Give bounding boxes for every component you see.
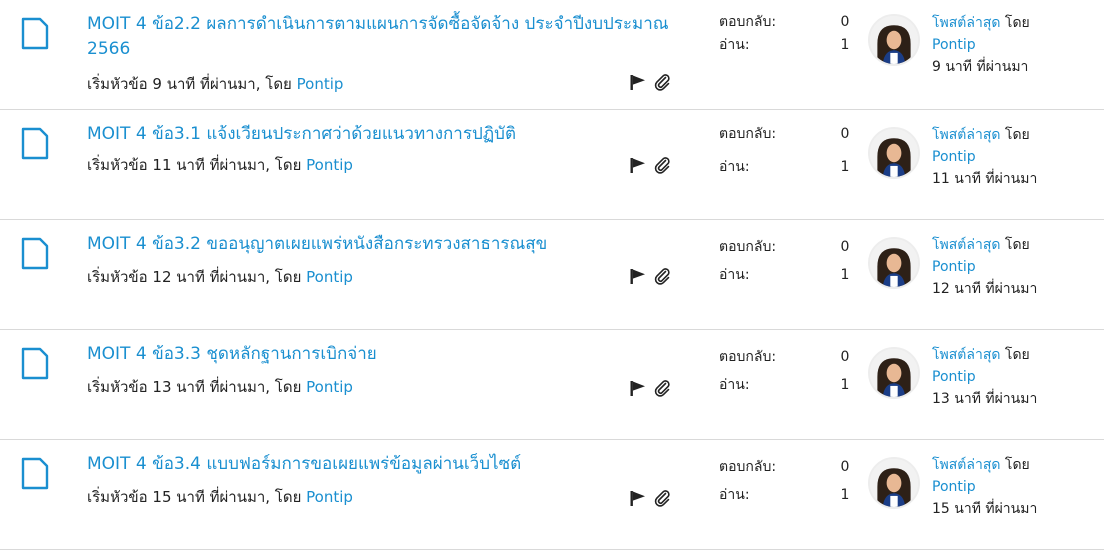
topic-meta: [87, 486, 353, 508]
last-post-info: [932, 234, 1102, 300]
paperclip-icon: [654, 380, 671, 397]
topic-started-text: เริ่มหัวข้อ 9 นาที ที่ผ่านมา, โดย: [87, 75, 292, 93]
last-post-link[interactable]: โพสต์ล่าสุด: [932, 237, 1001, 253]
topic-row: [0, 0, 1104, 110]
replies-count: 0: [840, 126, 850, 142]
topic-meta: [87, 154, 353, 176]
topic-author-link[interactable]: Pontip: [306, 378, 353, 396]
topic-title-link[interactable]: MOIT 4 ข้อ3.1 แจ้งเวียนประกาศว่าด้วยแนวทางการปฏิบัติ: [87, 124, 517, 144]
last-post-by-label: โดย: [1004, 237, 1030, 253]
last-post-time: 9 นาที ที่ผ่านมา: [932, 59, 1029, 75]
replies-label: ตอบกลับ:: [719, 349, 777, 365]
replies-count: 0: [840, 459, 850, 475]
topic-started-text: เริ่มหัวข้อ 15 นาที ที่ผ่านมา, โดย: [87, 488, 302, 506]
topic-title-link[interactable]: MOIT 4 ข้อ3.3 ชุดหลักฐานการเบิกจ่าย: [87, 344, 377, 364]
topic-author-link[interactable]: Pontip: [306, 268, 353, 286]
topic-row: [0, 110, 1104, 220]
topic-row: [0, 440, 1104, 550]
avatar[interactable]: [868, 457, 920, 509]
reads-count: 1: [840, 37, 850, 53]
flag-icon: [629, 490, 646, 507]
reads-count: 1: [840, 267, 850, 283]
last-post-info: [932, 454, 1102, 520]
replies-count: 0: [840, 14, 850, 30]
document-icon[interactable]: [21, 127, 49, 160]
topic-started-text: เริ่มหัวข้อ 11 นาที ที่ผ่านมา, โดย: [87, 156, 302, 174]
last-post-link[interactable]: โพสต์ล่าสุด: [932, 457, 1001, 473]
reads-count: 1: [840, 159, 850, 175]
avatar[interactable]: [868, 347, 920, 399]
replies-count: 0: [840, 349, 850, 365]
last-post-time: 12 นาที ที่ผ่านมา: [932, 281, 1038, 297]
topic-meta: [87, 73, 343, 95]
last-post-by-label: โดย: [1004, 127, 1030, 143]
topic-author-link[interactable]: Pontip: [296, 75, 344, 93]
topic-author-link[interactable]: Pontip: [306, 488, 353, 506]
reads-count: 1: [840, 487, 850, 503]
flag-icon: [629, 74, 646, 91]
document-icon[interactable]: [21, 237, 49, 270]
reads-label: อ่าน:: [719, 37, 750, 53]
last-post-by-label: โดย: [1004, 457, 1030, 473]
topic-started-text: เริ่มหัวข้อ 12 นาที ที่ผ่านมา, โดย: [87, 268, 302, 286]
reads-label: อ่าน:: [719, 487, 750, 503]
reads-count: 1: [840, 377, 850, 393]
topic-title-link[interactable]: MOIT 4 ข้อ3.2 ขออนุญาตเผยแพร่หนังสือกระทรวงสาธารณสุข: [87, 234, 548, 254]
topic-started-text: เริ่มหัวข้อ 13 นาที ที่ผ่านมา, โดย: [87, 378, 302, 396]
reads-label: อ่าน:: [719, 377, 750, 393]
replies-label: ตอบกลับ:: [719, 14, 777, 30]
paperclip-icon: [654, 490, 671, 507]
last-post-link[interactable]: โพสต์ล่าสุด: [932, 15, 1001, 31]
last-post-info: [932, 12, 1102, 78]
last-post-link[interactable]: โพสต์ล่าสุด: [932, 127, 1001, 143]
avatar[interactable]: [868, 14, 920, 66]
last-post-info: [932, 124, 1102, 190]
replies-label: ตอบกลับ:: [719, 459, 777, 475]
paperclip-icon: [654, 157, 671, 174]
topic-meta: [87, 376, 353, 398]
last-post-time: 13 นาที ที่ผ่านมา: [932, 391, 1038, 407]
document-icon[interactable]: [21, 17, 49, 50]
flag-icon: [629, 380, 646, 397]
last-post-author-link[interactable]: Pontip: [932, 37, 976, 53]
last-post-by-label: โดย: [1004, 347, 1030, 363]
flag-icon: [629, 268, 646, 285]
paperclip-icon: [654, 268, 671, 285]
topic-row: [0, 330, 1104, 440]
topic-title-link[interactable]: MOIT 4 ข้อ2.2 ผลการดำเนินการตามแผนการจัดซื้อจัดจ้าง ประจำปีงบประมาณ 2566: [87, 14, 669, 59]
avatar[interactable]: [868, 127, 920, 179]
reads-label: อ่าน:: [719, 267, 750, 283]
avatar[interactable]: [868, 237, 920, 289]
last-post-author-link[interactable]: Pontip: [932, 369, 976, 385]
document-icon[interactable]: [21, 457, 49, 490]
paperclip-icon: [654, 74, 671, 91]
replies-label: ตอบกลับ:: [719, 239, 777, 255]
last-post-author-link[interactable]: Pontip: [932, 479, 976, 495]
last-post-time: 11 นาที ที่ผ่านมา: [932, 171, 1038, 187]
replies-count: 0: [840, 239, 850, 255]
flag-icon: [629, 157, 646, 174]
topic-title-link[interactable]: MOIT 4 ข้อ3.4 แบบฟอร์มการขอเผยแพร่ข้อมูลผ่านเว็บไซต์: [87, 454, 522, 474]
last-post-by-label: โดย: [1004, 15, 1030, 31]
document-icon[interactable]: [21, 347, 49, 380]
last-post-info: [932, 344, 1102, 410]
reads-label: อ่าน:: [719, 159, 750, 175]
topic-row: [0, 220, 1104, 330]
last-post-link[interactable]: โพสต์ล่าสุด: [932, 347, 1001, 363]
last-post-time: 15 นาที ที่ผ่านมา: [932, 501, 1038, 517]
topic-meta: [87, 266, 353, 288]
topic-author-link[interactable]: Pontip: [306, 156, 353, 174]
last-post-author-link[interactable]: Pontip: [932, 149, 976, 165]
last-post-author-link[interactable]: Pontip: [932, 259, 976, 275]
replies-label: ตอบกลับ:: [719, 126, 777, 142]
